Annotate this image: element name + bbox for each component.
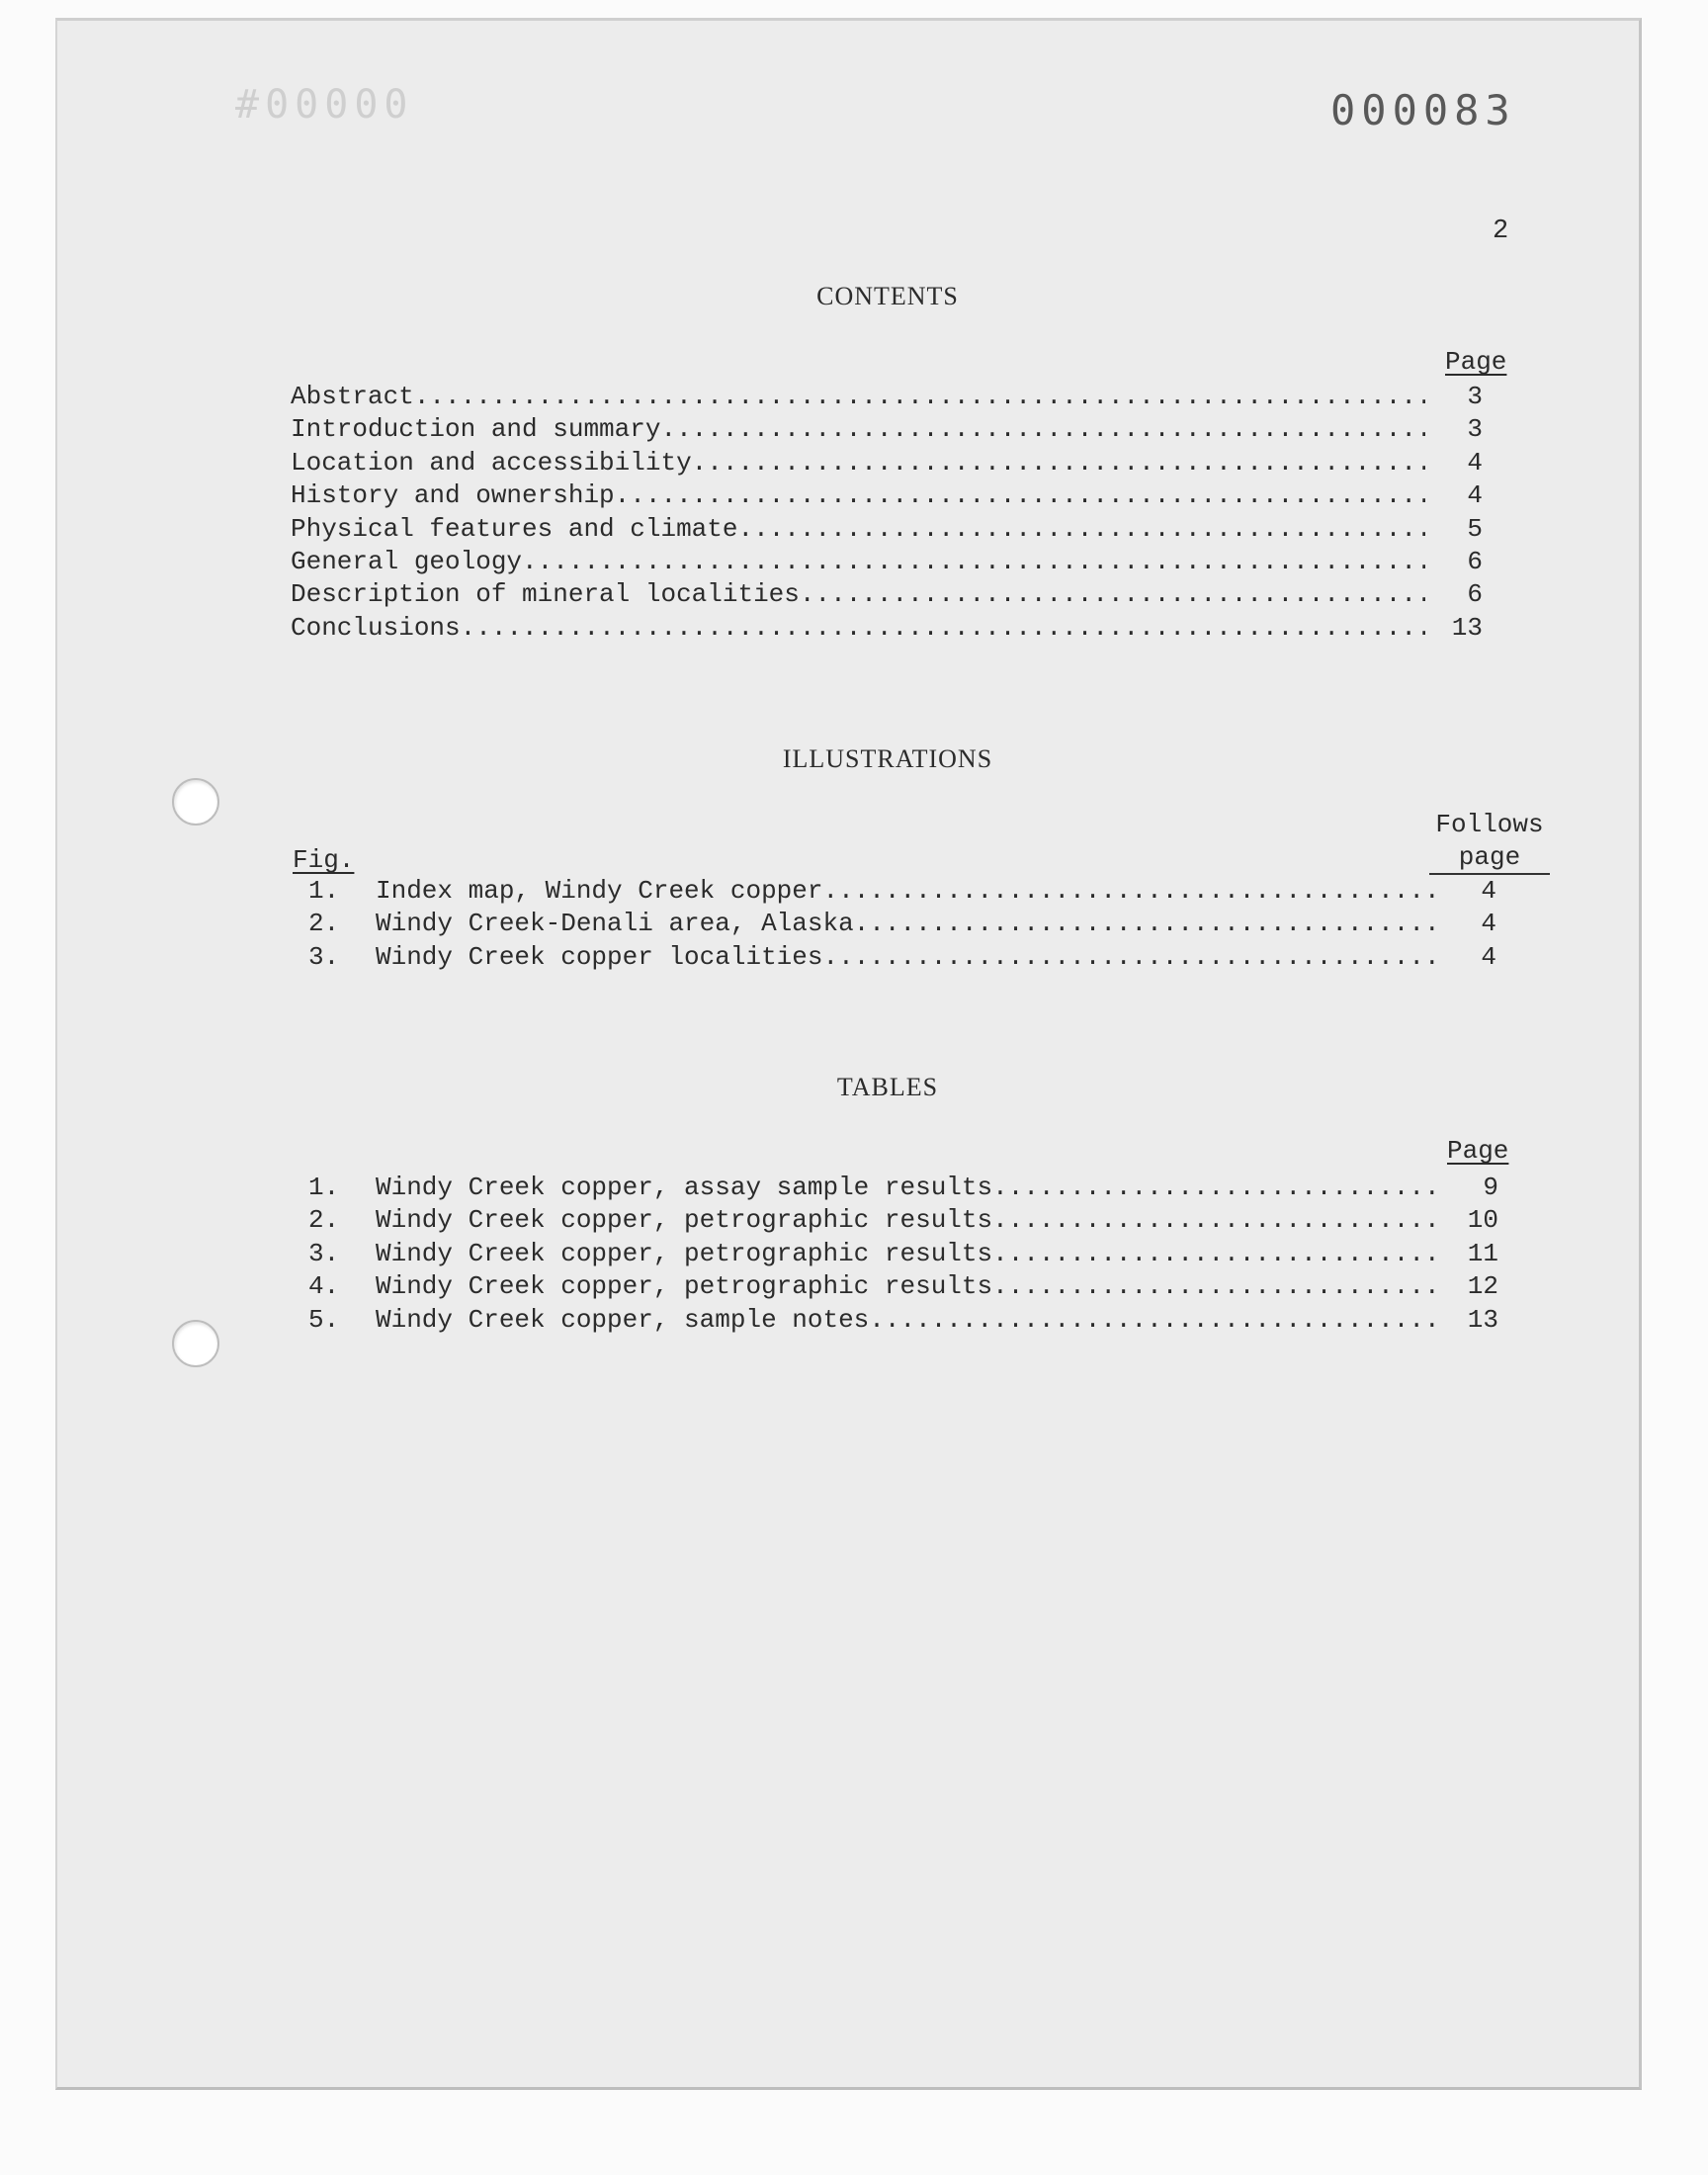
entry-label: Conclusions ..... — [291, 612, 1425, 645]
entry-label: Windy Creek copper localities ..... — [376, 941, 1443, 974]
entry-label: Description of mineral localities ..... — [291, 578, 1425, 611]
entry-page: 6 — [1467, 579, 1483, 610]
entry-page: 12 — [1467, 1271, 1498, 1302]
entry-label: Abstract ..... — [291, 381, 1425, 413]
contents-heading: CONTENTS — [816, 282, 959, 310]
contents-page-column-header: Page — [1445, 347, 1507, 377]
entry-label: Windy Creek copper, assay sample results ..... — [376, 1172, 1445, 1204]
entry-page: 5 — [1467, 513, 1483, 544]
entry-label: Windy Creek-Denali area, Alaska ..... — [376, 908, 1443, 940]
entry-label: Windy Creek copper, petrographic results ..... — [376, 1270, 1445, 1303]
entry-page: 3 — [1467, 414, 1483, 445]
entry-label: Windy Creek copper, petrographic results ..... — [376, 1204, 1445, 1237]
punch-hole — [172, 778, 219, 826]
entry-label: Location and accessibility ..... — [291, 447, 1425, 479]
entry-page: 4 — [1467, 480, 1483, 511]
contents-entry — [291, 612, 1516, 645]
fig-column-header: Fig. — [293, 845, 355, 875]
illustrations-list — [308, 875, 1534, 974]
contents-entry — [291, 546, 1516, 578]
contents-entry — [291, 513, 1516, 546]
contents-entry — [291, 381, 1516, 413]
table-entry — [308, 1238, 1534, 1270]
contents-entry — [291, 447, 1516, 479]
tables-heading: TABLES — [836, 1073, 939, 1101]
contents-entry — [291, 578, 1516, 611]
entry-label: General geology ..... — [291, 546, 1425, 578]
entry-page: 4 — [1481, 876, 1496, 906]
entry-number: 4. — [308, 1271, 340, 1302]
table-entry — [308, 1270, 1534, 1303]
contents-entry — [291, 479, 1516, 512]
entry-label: Windy Creek copper, petrographic results ..... — [376, 1238, 1445, 1270]
illustration-entry — [308, 908, 1534, 940]
illustration-entry — [308, 875, 1534, 908]
entry-label: Windy Creek copper, sample notes ..... — [376, 1304, 1445, 1337]
entry-page: 6 — [1467, 546, 1483, 576]
stamp-number: 000083 — [1330, 86, 1516, 134]
tables-list — [308, 1172, 1534, 1337]
entry-page: 9 — [1483, 1173, 1498, 1202]
follows-page-column-header — [1429, 808, 1550, 875]
tables-page-column-header: Page — [1447, 1136, 1509, 1166]
entry-page: 10 — [1467, 1205, 1498, 1236]
faint-stamp-number: #00000 — [235, 82, 414, 128]
entry-label: History and ownership ..... — [291, 479, 1425, 512]
table-entry — [308, 1172, 1534, 1204]
contents-list — [291, 381, 1516, 645]
punch-hole — [172, 1320, 219, 1367]
entry-number: 1. — [308, 876, 340, 906]
entry-page: 4 — [1481, 909, 1496, 939]
entry-label: Physical features and climate ..... — [291, 513, 1425, 546]
entry-label: Index map, Windy Creek copper ..... — [376, 875, 1443, 908]
entry-number: 3. — [308, 941, 340, 972]
entry-page: 4 — [1467, 447, 1483, 478]
follows-header-line2: page — [1429, 841, 1550, 875]
illustrations-heading: ILLUSTRATIONS — [782, 744, 993, 773]
entry-page: 4 — [1481, 941, 1496, 972]
entry-page: 13 — [1451, 612, 1483, 643]
page-number: 2 — [1493, 217, 1509, 246]
contents-entry — [291, 413, 1516, 446]
entry-page: 3 — [1467, 382, 1483, 411]
table-entry — [308, 1304, 1534, 1337]
illustration-entry — [308, 941, 1534, 974]
entry-number: 2. — [308, 909, 340, 939]
entry-page: 11 — [1467, 1238, 1498, 1268]
follows-header-line1: Follows — [1435, 810, 1544, 839]
entry-number: 3. — [308, 1238, 340, 1268]
table-entry — [308, 1204, 1534, 1237]
entry-number: 2. — [308, 1205, 340, 1236]
entry-page: 13 — [1467, 1304, 1498, 1335]
entry-number: 5. — [308, 1304, 340, 1335]
entry-number: 1. — [308, 1173, 340, 1202]
entry-label: Introduction and summary ..... — [291, 413, 1425, 446]
document-page — [55, 18, 1642, 2090]
